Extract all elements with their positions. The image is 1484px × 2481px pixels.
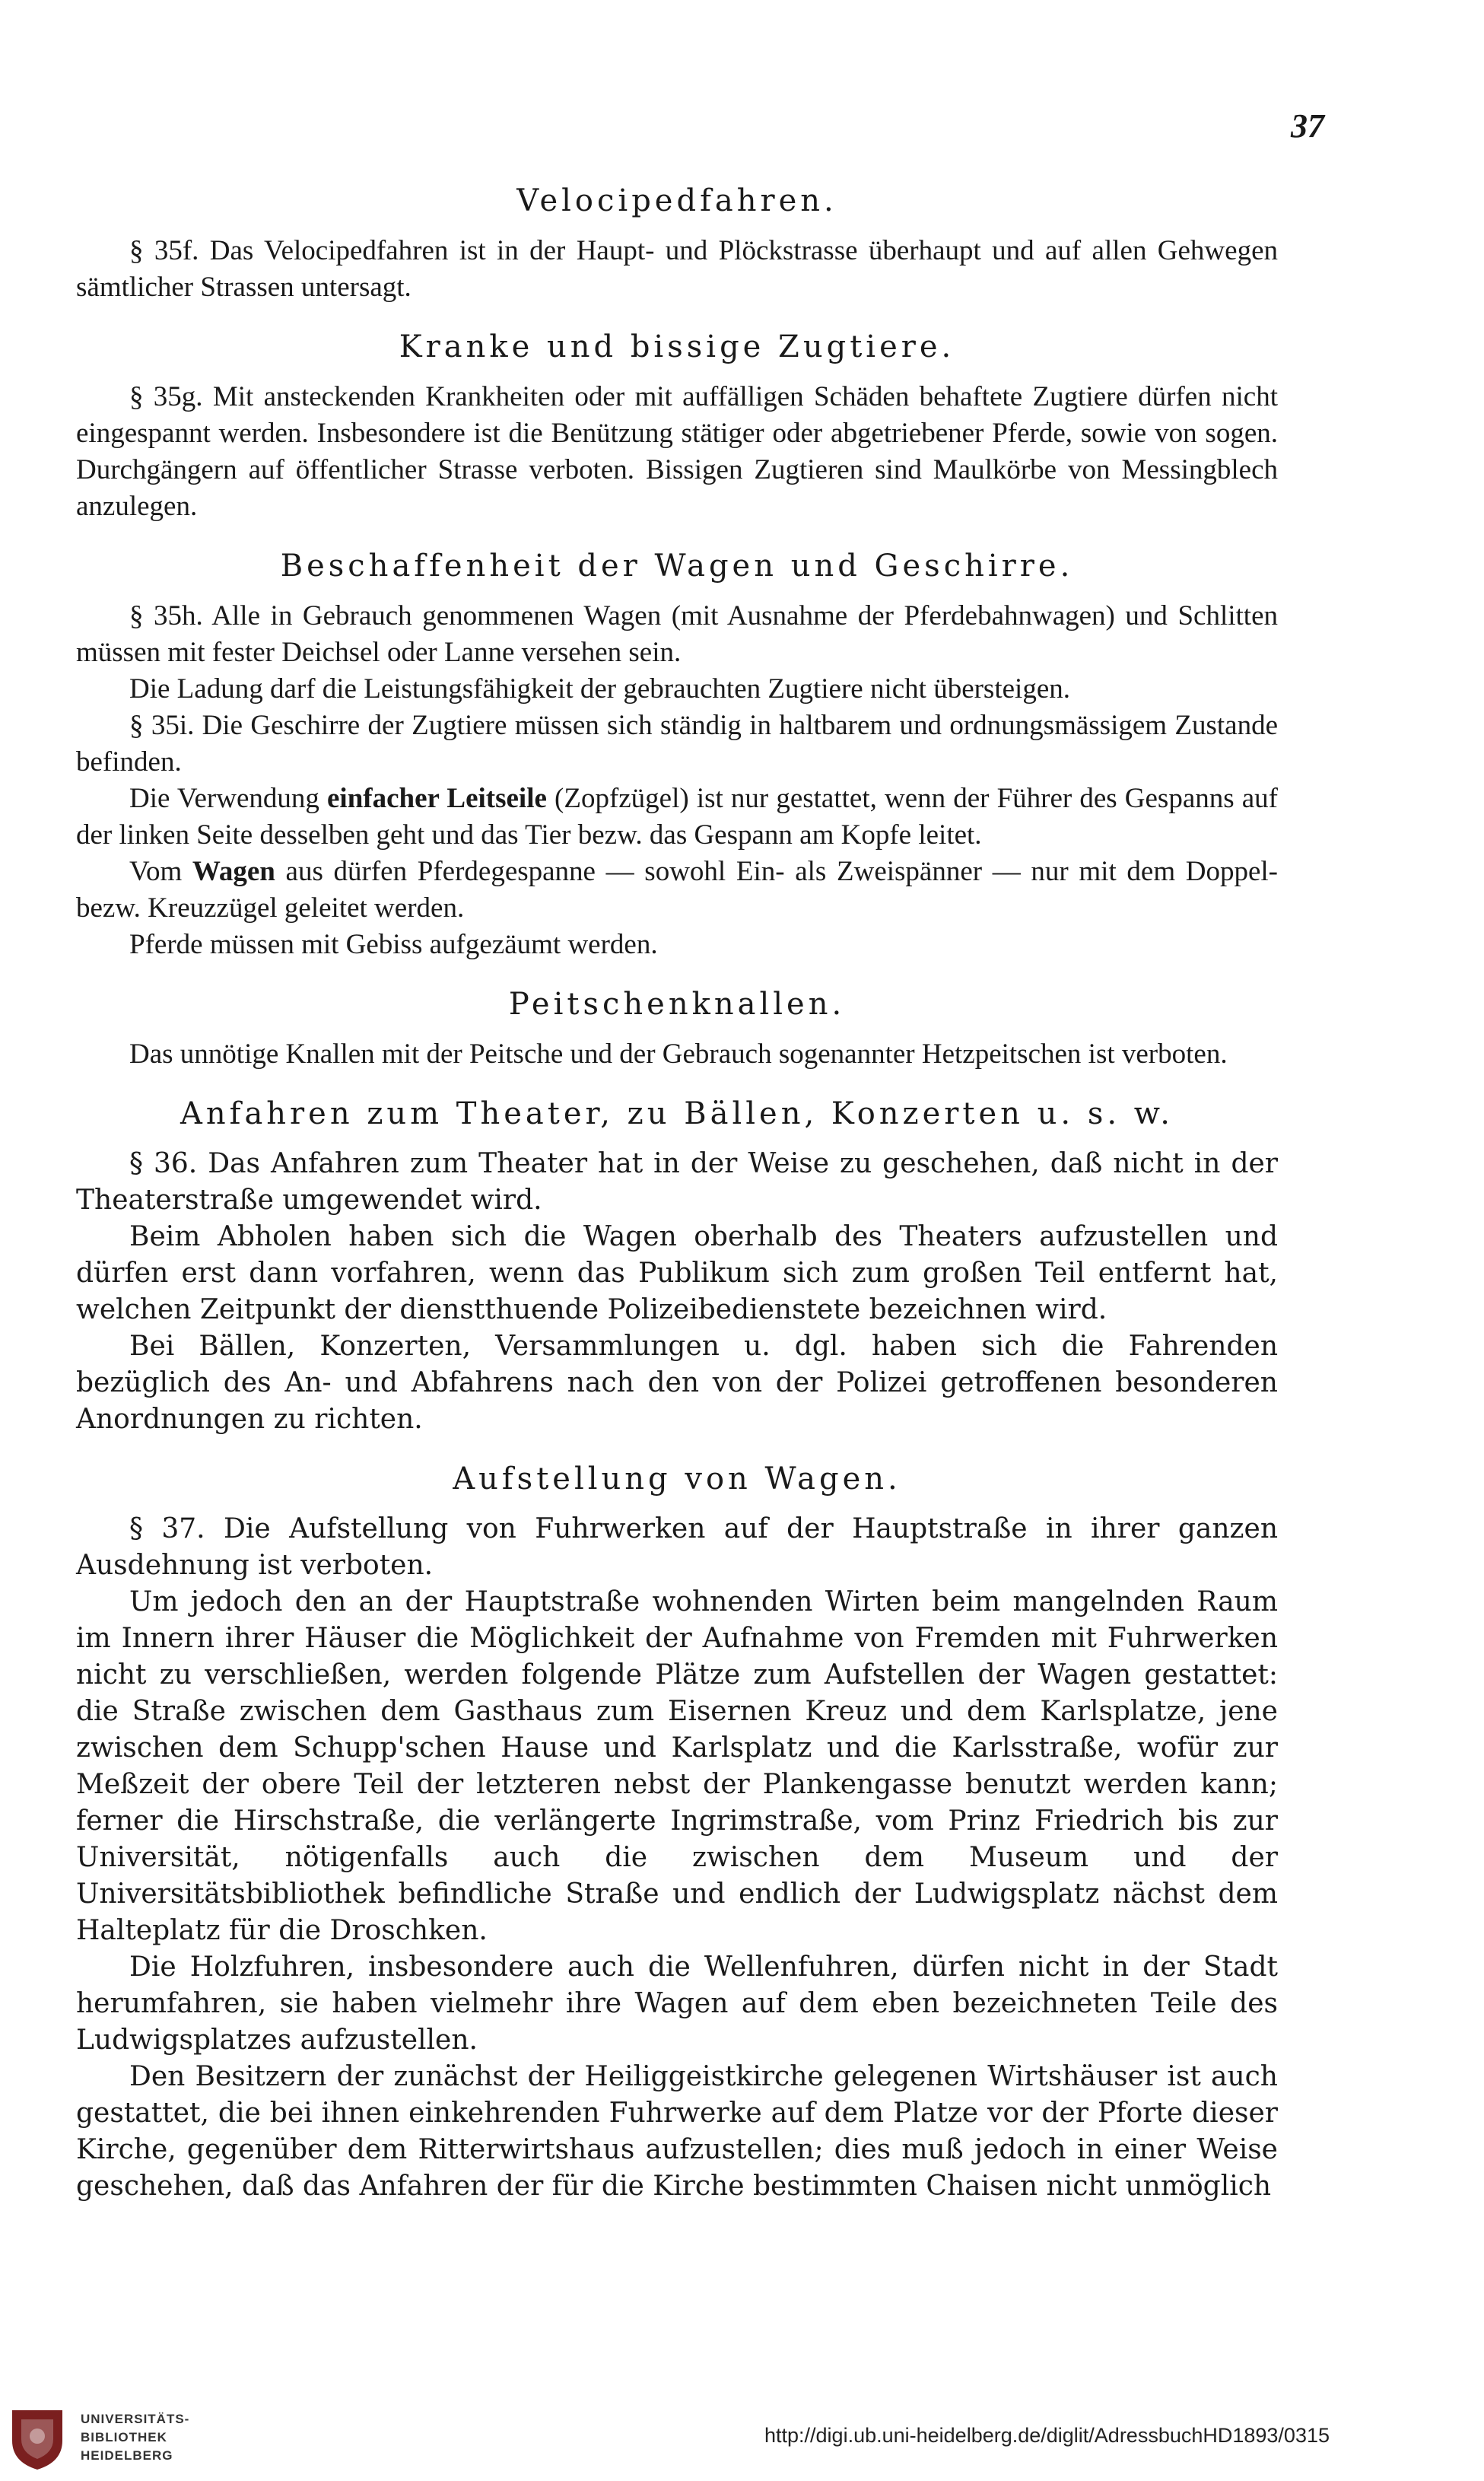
emphasis-wagen: Wagen: [192, 856, 275, 887]
paragraph-wagen: [76, 854, 1278, 927]
paragraph-holzfuhren: Die Holzfuhren, insbesondere auch die Wellenfuhren, dürfen nicht in der Stadt herumfahren, sie haben vielmehr ihre Wagen auf dem eben bezeichneten Teile des Ludwigsplatzes aufzustellen.: [76, 1951, 1278, 2056]
page-content: [76, 183, 1278, 2205]
paragraph-leitseile: [76, 781, 1278, 854]
text-segment: Die Verwendung: [129, 783, 327, 814]
page-number: 37: [1291, 107, 1324, 145]
library-name-line: HEIDELBERG: [81, 2448, 173, 2463]
paragraph-35g: § 35g. Mit ansteckenden Krankheiten oder mit auffälligen Schäden behaftete Zugtiere dürfen nicht eingespannt werden. Insbesondere ist die Benützung stätiger oder abgetriebener Pferde, sowie von sogen. Durchgängern auf öffentlicher Strasse verboten. Bissigen Zugtieren sind Maulkörbe von Messingblech anzulegen.: [76, 381, 1278, 522]
text-segment: Vom: [129, 856, 192, 887]
library-logo: [8, 2403, 205, 2471]
heading-velocipede: Velocipedfahren.: [516, 183, 837, 218]
source-url[interactable]: http://digi.ub.uni-heidelberg.de/diglit/AdressbuchHD1893/0315: [764, 2424, 1330, 2447]
text-segment: aus dürfen Pferdegespanne — sowohl Ein- als Zweispänner — nur mit dem Doppel- bezw. Kreuzzügel geleitet werden.: [76, 856, 1279, 924]
library-seal-icon: [8, 2403, 67, 2471]
paragraph-whip: Das unnötige Knallen mit der Peitsche und der Gebrauch sogenannter Hetzpeitschen ist verboten.: [129, 1039, 1228, 1070]
paragraph-35f: § 35f. Das Velocipedfahren ist in der Haupt- und Plöckstrasse überhaupt und auf allen Gehwegen sämtlicher Strassen untersagt.: [76, 235, 1278, 303]
paragraph-load: Die Ladung darf die Leistungsfähigkeit der gebrauchten Zugtiere nicht übersteigen.: [129, 673, 1070, 705]
paragraph-gebiss: Pferde müssen mit Gebiss aufgezäumt werden.: [129, 929, 658, 960]
library-name-line: UNIVERSITÄTS-: [81, 2412, 190, 2426]
paragraph-36: § 36. Das Anfahren zum Theater hat in der Weise zu geschehen, daß nicht in der Theaterstraße umgewendet wird.: [76, 1148, 1278, 1216]
paragraph-37: § 37. Die Aufstellung von Fuhrwerken auf der Hauptstraße in ihrer ganzen Ausdehnung ist verboten.: [76, 1513, 1278, 1581]
paragraph-plaetze: Um jedoch den an der Hauptstraße wohnenden Wirten beim mangelnden Raum im Innern ihrer Häuser die Möglichkeit der Aufnahme von Fremden mit Fuhrwerken nicht zu verschließen, werden folgende Plätze zum Aufstellen der Wagen gestattet: die Straße zwischen dem Gasthaus zum Eisernen Kreuz und dem Karlsplatze, jene zwischen dem Schupp'schen Hause und Karlsplatz und die Karlsstraße, wofür zur Meßzeit der obere Teil der letzteren nebst der Plankengasse benutzt werden kann; ferner die Hirschstraße, die verlängerte Ingrimstraße, vom Prinz Friedrich bis zur Universität, nötigenfalls auch die zwischen dem Museum und der Universitätsbibliothek befindliche Straße und endlich der Ludwigsplatz nächst dem Halteplatz für die Droschken.: [76, 1586, 1278, 1946]
heading-wagons: Beschaffenheit der Wagen und Geschirre.: [280, 549, 1074, 584]
heading-whip: Peitschenknallen.: [508, 987, 846, 1022]
paragraph-35h: § 35h. Alle in Gebrauch genommenen Wagen (mit Ausnahme der Pferdebahnwagen) und Schlitten müssen mit fester Deichsel oder Lanne versehen sein.: [76, 600, 1278, 668]
paragraph-heiliggeist: Den Besitzern der zunächst der Heiliggeistkirche gelegenen Wirtshäuser ist auch gestattet, die bei ihnen einkehrenden Fuhrwerke auf dem Platze vor der Pforte dieser Kirche, gegenüber dem Ritterwirtshaus aufzustellen; dies muß jedoch in einer Weise geschehen, daß das Anfahren der für die Kirche bestimmten Chaisen nicht unmöglich: [76, 2061, 1278, 2202]
paragraph-abholen: Beim Abholen haben sich die Wagen oberhalb des Theaters aufzustellen und dürfen erst dann vorfahren, wenn das Publikum sich zum großen Teil entfernt hat, welchen Zeitpunkt der dienstthuende Polizeibedienstete bezeichnen wird.: [76, 1221, 1278, 1325]
text-segment: (Zopfzügel) ist nur gestattet, wenn der Führer des Gespanns auf der linken Seite desselben geht und das Tier bezw. das Gespann am Kopfe leitet.: [76, 783, 1278, 851]
heading-parking: Aufstellung von Wagen.: [453, 1462, 901, 1497]
emphasis-leitseile: einfacher Leitseile: [327, 783, 547, 814]
paragraph-35i: § 35i. Die Geschirre der Zugtiere müssen sich ständig in haltbarem und ordnungsmässigem Zustande befinden.: [76, 710, 1278, 778]
heading-theater: Anfahren zum Theater, zu Bällen, Konzerten u. s. w.: [180, 1096, 1174, 1131]
paragraph-baelle: Bei Bällen, Konzerten, Versammlungen u. dgl. haben sich die Fahrenden bezüglich des An- und Abfahrens nach den von der Polizei getroffenen besonderen Anordnungen zu richten.: [76, 1331, 1278, 1435]
heading-draft-animals: Kranke und bissige Zugtiere.: [399, 329, 955, 364]
library-name: [81, 2410, 189, 2465]
library-name-line: BIBLIOTHEK: [81, 2430, 167, 2444]
